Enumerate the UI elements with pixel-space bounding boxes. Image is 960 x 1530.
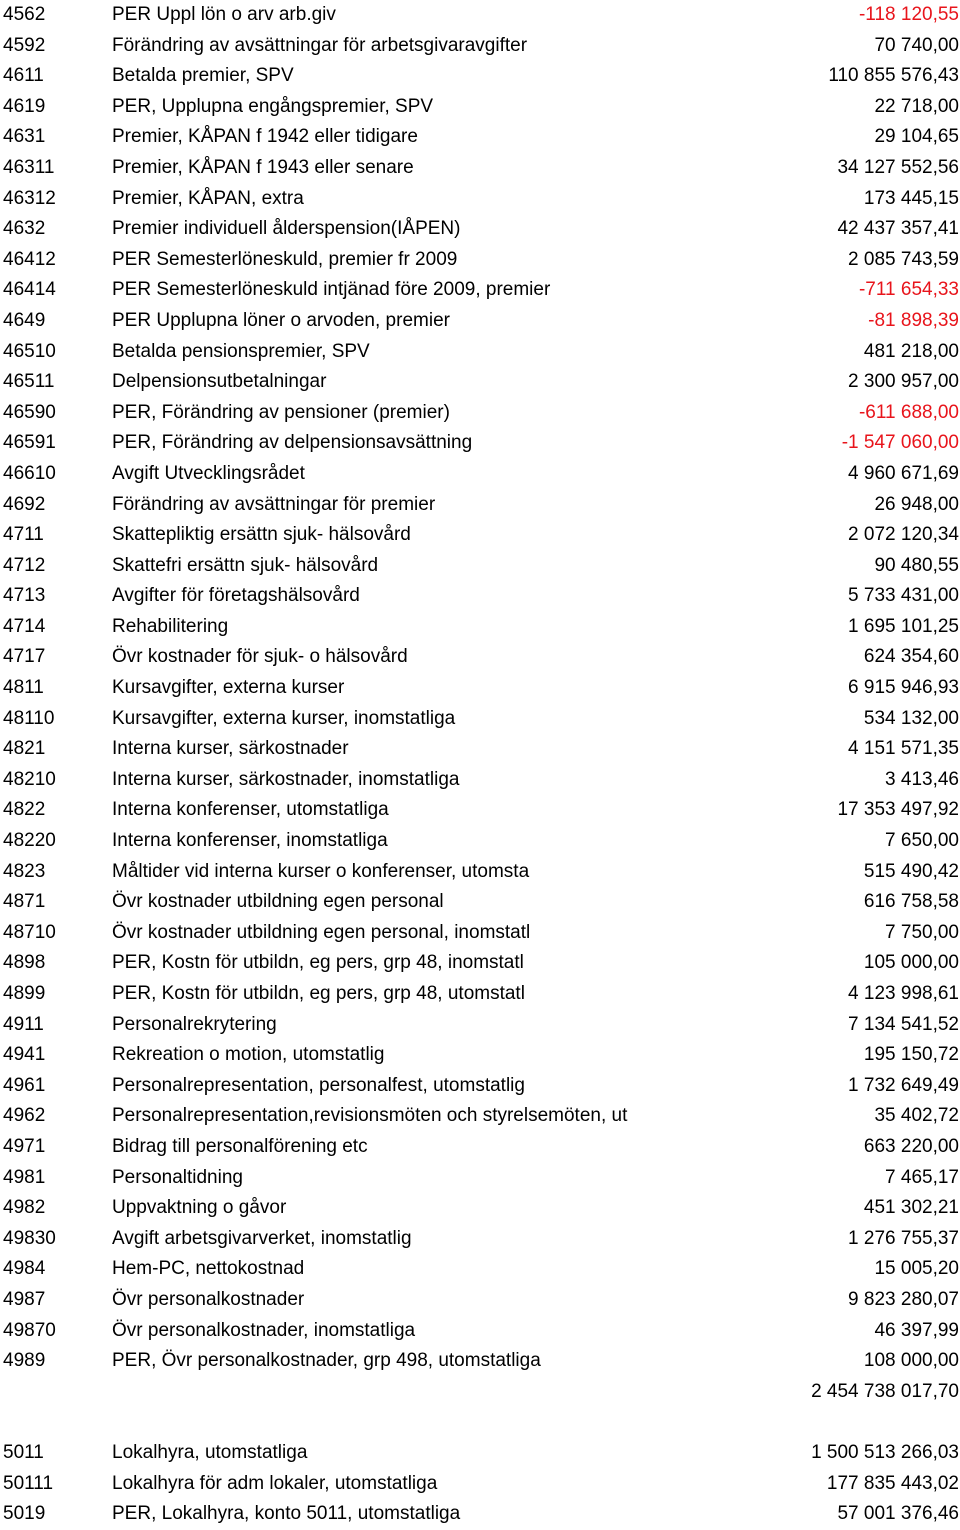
account-number: 46311 [3, 156, 55, 178]
ledger-row [0, 1499, 960, 1530]
amount: 6 915 946,93 [848, 677, 959, 699]
amount: 515 490,42 [863, 860, 959, 882]
amount: 90 480,55 [874, 554, 959, 576]
account-description: Avgift arbetsgivarverket, inomstatlig [112, 1227, 412, 1249]
account-number: 48110 [3, 707, 55, 729]
account-number: 4631 [3, 126, 46, 148]
account-description: Betalda pensionspremier, SPV [112, 340, 370, 362]
ledger-row [0, 857, 960, 888]
account-description: Bidrag till personalförening etc [112, 1135, 368, 1157]
account-number: 4871 [3, 891, 46, 913]
account-number: 4961 [3, 1074, 46, 1096]
ledger-row [0, 1254, 960, 1285]
amount: 1 732 649,49 [848, 1074, 959, 1096]
amount: 2 072 120,34 [848, 524, 959, 546]
account-number: 4823 [3, 860, 46, 882]
account-number: 4911 [3, 1013, 44, 1035]
amount: 105 000,00 [863, 952, 959, 974]
ledger-row [0, 92, 960, 123]
amount: 663 220,00 [863, 1135, 959, 1157]
amount: 1 500 513 266,03 [811, 1441, 959, 1463]
account-description: PER Semesterlöneskuld, premier fr 2009 [112, 248, 458, 270]
ledger-row [0, 367, 960, 398]
account-description: Premier, KÅPAN, extra [112, 187, 304, 209]
account-description: PER, Förändring av delpensionsavsättning [112, 432, 473, 454]
ledger-row [0, 153, 960, 184]
ledger-row [0, 612, 960, 643]
amount: -711 654,33 [858, 279, 959, 301]
ledger-row [0, 642, 960, 673]
account-description: Betalda premier, SPV [112, 65, 294, 87]
account-number: 4811 [3, 677, 44, 699]
amount: -118 120,55 [858, 4, 959, 25]
account-description: Övr kostnader utbildning egen personal [112, 891, 444, 913]
account-number: 4822 [3, 799, 46, 821]
account-description: Rekreation o motion, utomstatlig [112, 1044, 385, 1066]
account-description: PER Uppl lön o arv arb.giv [112, 4, 336, 25]
ledger-rows-continued [0, 1438, 960, 1530]
account-number: 46312 [3, 187, 56, 209]
amount: 9 823 280,07 [848, 1288, 959, 1310]
ledger-row [0, 1224, 960, 1255]
ledger-row [0, 31, 960, 62]
ledger-row [0, 734, 960, 765]
amount: 7 134 541,52 [848, 1013, 959, 1035]
account-description: PER Upplupna löner o arvoden, premier [112, 309, 450, 331]
amount: 110 855 576,43 [828, 65, 959, 87]
account-number: 49870 [3, 1319, 56, 1341]
account-number: 4649 [3, 309, 46, 331]
amount: 1 276 755,37 [848, 1227, 959, 1249]
account-number: 5019 [3, 1503, 46, 1525]
account-number: 4592 [3, 34, 46, 56]
subtotal-row [0, 1377, 960, 1408]
account-description: Delpensionsutbetalningar [112, 371, 327, 393]
amount: 624 354,60 [863, 646, 959, 668]
amount: 1 695 101,25 [848, 615, 959, 637]
account-number: 4962 [3, 1105, 46, 1127]
amount: -1 547 060,00 [841, 432, 959, 454]
account-number: 4712 [3, 554, 46, 576]
amount: 17 353 497,92 [837, 799, 959, 821]
account-number: 4941 [3, 1044, 46, 1066]
amount: -81 898,39 [868, 309, 959, 331]
amount: 173 445,15 [863, 187, 959, 209]
account-number: 4562 [3, 4, 46, 25]
ledger-row [0, 0, 960, 31]
ledger-row [0, 887, 960, 918]
ledger-row [0, 826, 960, 857]
account-description: Lokalhyra, utomstatliga [112, 1441, 308, 1463]
account-number: 4632 [3, 218, 46, 240]
account-number: 4821 [3, 738, 46, 760]
amount: 2 085 743,59 [848, 248, 959, 270]
account-number: 4982 [3, 1197, 46, 1219]
ledger-row [0, 1193, 960, 1224]
ledger-row [0, 337, 960, 368]
account-description: PER, Upplupna engångspremier, SPV [112, 95, 434, 117]
account-number: 46610 [3, 462, 56, 484]
account-number: 4898 [3, 952, 46, 974]
account-number: 4713 [3, 585, 46, 607]
account-description: Hem-PC, nettokostnad [112, 1258, 305, 1280]
ledger-row [0, 214, 960, 245]
account-description: Rehabilitering [112, 615, 229, 637]
ledger-row [0, 275, 960, 306]
account-description: Skattepliktig ersättn sjuk- hälsovård [112, 524, 411, 546]
account-description: Lokalhyra för adm lokaler, utomstatliga [112, 1472, 438, 1494]
ledger-row [0, 1071, 960, 1102]
account-number: 4711 [3, 524, 44, 546]
account-number: 50111 [3, 1472, 54, 1494]
account-number: 4717 [3, 646, 46, 668]
account-description: Övr personalkostnader, inomstatliga [112, 1319, 416, 1341]
account-number: 4989 [3, 1350, 46, 1372]
ledger-row [0, 245, 960, 276]
amount: 7 750,00 [885, 921, 959, 943]
account-number: 46590 [3, 401, 56, 423]
ledger-row [0, 122, 960, 153]
ledger-row [0, 1163, 960, 1194]
amount: 5 733 431,00 [848, 585, 959, 607]
account-number: 5011 [3, 1441, 44, 1463]
ledger-row [0, 61, 960, 92]
account-number: 46511 [3, 371, 55, 393]
account-description: Personalrekrytering [112, 1013, 277, 1035]
account-number: 46412 [3, 248, 56, 270]
amount: 4 151 571,35 [848, 738, 959, 760]
ledger-row [0, 1040, 960, 1071]
ledger-row [0, 184, 960, 215]
ledger-row [0, 1285, 960, 1316]
ledger-row [0, 1469, 960, 1500]
account-description: Kursavgifter, externa kurser [112, 677, 345, 699]
amount: 57 001 376,46 [837, 1503, 959, 1525]
ledger-row [0, 306, 960, 337]
ledger-row [0, 1346, 960, 1377]
account-description: PER Semesterlöneskuld intjänad före 2009, premier [112, 279, 551, 301]
amount: 26 948,00 [874, 493, 959, 515]
amount: 70 740,00 [874, 34, 959, 56]
amount: 108 000,00 [863, 1350, 959, 1372]
account-description: Interna kurser, särkostnader [112, 738, 349, 760]
account-description: Premier, KÅPAN f 1942 eller tidigare [112, 126, 418, 148]
amount: 22 718,00 [874, 95, 959, 117]
amount: 451 302,21 [863, 1197, 959, 1219]
amount: 616 758,58 [863, 891, 959, 913]
amount: 15 005,20 [874, 1258, 959, 1280]
account-description: Uppvaktning o gåvor [112, 1197, 287, 1219]
account-number: 46510 [3, 340, 56, 362]
account-description: PER, Förändring av pensioner (premier) [112, 401, 450, 423]
amount: 35 402,72 [874, 1105, 959, 1127]
amount: -611 688,00 [858, 401, 959, 423]
account-number: 4899 [3, 983, 46, 1004]
account-description: Interna konferenser, inomstatliga [112, 830, 388, 852]
subtotal-amount: 2 454 738 017,70 [811, 1380, 959, 1402]
amount: 195 150,72 [863, 1044, 959, 1066]
account-number: 4692 [3, 493, 46, 515]
ledger-row [0, 918, 960, 949]
ledger-row [0, 1010, 960, 1041]
ledger-row [0, 520, 960, 551]
ledger-row [0, 581, 960, 612]
amount: 29 104,65 [874, 126, 959, 148]
ledger-row [0, 948, 960, 979]
account-number: 4619 [3, 95, 46, 117]
account-description: Avgifter för företagshälsovård [112, 585, 360, 607]
account-number: 48710 [3, 921, 56, 943]
ledger-row [0, 979, 960, 1010]
account-description: Premier individuell ålderspension(IÅPEN) [112, 218, 461, 240]
account-number: 46591 [3, 432, 56, 454]
account-description: Förändring av avsättningar för arbetsgivaravgifter [112, 34, 528, 56]
ledger-row [0, 795, 960, 826]
account-description: Förändring av avsättningar för premier [112, 493, 436, 515]
amount: 481 218,00 [863, 340, 959, 362]
amount: 42 437 357,41 [837, 218, 959, 240]
account-description: Kursavgifter, externa kurser, inomstatliga [112, 707, 456, 729]
account-description: Personaltidning [112, 1166, 243, 1188]
ledger-row [0, 551, 960, 582]
ledger-row [0, 490, 960, 521]
account-description: PER, Lokalhyra, konto 5011, utomstatliga [112, 1503, 461, 1525]
account-description: Övr kostnader för sjuk- o hälsovård [112, 646, 408, 668]
account-number: 4984 [3, 1258, 46, 1280]
account-description: Övr kostnader utbildning egen personal, inomstatl [112, 921, 531, 943]
ledger-row [0, 428, 960, 459]
account-number: 48210 [3, 768, 56, 790]
account-number: 48220 [3, 830, 56, 852]
account-number: 4981 [3, 1166, 46, 1188]
account-description: Måltider vid interna kurser o konferenser, utomsta [112, 860, 530, 882]
amount: 7 465,17 [885, 1166, 959, 1188]
amount: 534 132,00 [863, 707, 959, 729]
account-number: 4611 [3, 65, 44, 87]
account-number: 4971 [3, 1135, 46, 1157]
amount: 7 650,00 [885, 830, 959, 852]
account-description: PER, Kostn för utbildn, eg pers, grp 48, utomstatl [112, 983, 525, 1004]
account-description: Personalrepresentation, personalfest, utomstatlig [112, 1074, 525, 1096]
ledger-row [0, 1101, 960, 1132]
amount: 2 300 957,00 [848, 371, 959, 393]
account-description: Skattefri ersättn sjuk- hälsovård [112, 554, 379, 576]
amount: 34 127 552,56 [837, 156, 959, 178]
ledger-row [0, 1316, 960, 1347]
account-description: Avgift Utvecklingsrådet [112, 462, 305, 484]
ledger-row [0, 673, 960, 704]
ledger-row [0, 1132, 960, 1163]
amount: 4 960 671,69 [848, 462, 959, 484]
amount: 177 835 443,02 [826, 1472, 959, 1494]
ledger-row [0, 704, 960, 735]
account-description: PER, Kostn för utbildn, eg pers, grp 48, inomstatl [112, 952, 524, 974]
amount: 4 123 998,61 [848, 983, 959, 1004]
ledger-row [0, 398, 960, 429]
amount: 46 397,99 [874, 1319, 959, 1341]
account-number: 4987 [3, 1288, 46, 1310]
account-description: Övr personalkostnader [112, 1288, 305, 1310]
account-description: Personalrepresentation,revisionsmöten och styrelsemöten, ut [112, 1105, 628, 1127]
ledger-row [0, 1438, 960, 1469]
blank-row [0, 1407, 960, 1438]
account-number: 46414 [3, 279, 56, 301]
account-description: PER, Övr personalkostnader, grp 498, utomstatliga [112, 1350, 541, 1372]
account-description: Interna kurser, särkostnader, inomstatliga [112, 768, 460, 790]
account-number: 49830 [3, 1227, 56, 1249]
ledger-row [0, 459, 960, 490]
amount: 3 413,46 [885, 768, 959, 790]
account-description: Premier, KÅPAN f 1943 eller senare [112, 156, 414, 178]
account-description: Interna konferenser, utomstatliga [112, 799, 389, 821]
ledger-row [0, 765, 960, 796]
account-number: 4714 [3, 615, 46, 637]
